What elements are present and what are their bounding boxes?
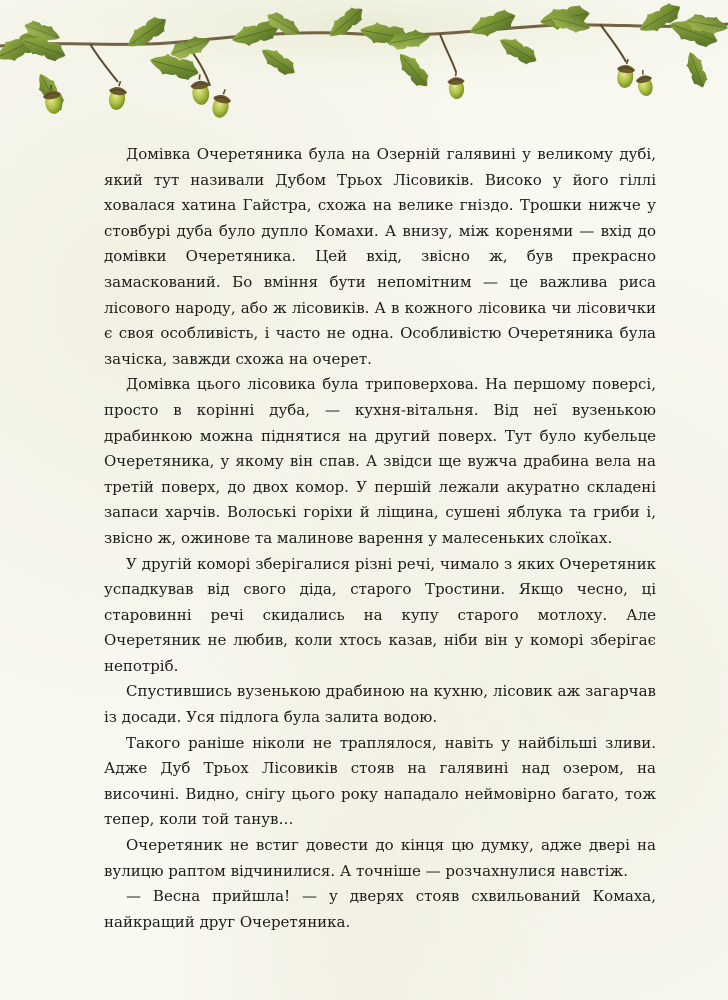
body-text (104, 142, 656, 935)
paragraph: — Весна прийшла! — у дверях стояв схвильований Комаха, найкращий друг Очеретяника. (104, 887, 656, 931)
paragraph: Домівка цього лісовика була триповерхова. На першому поверсі, просто в корінні дуба, — кухня-вітальня. Від неї вузенькою драбинкою можна піднятися на другий поверх. Тут було кубельце Очеретяника, у якому він спав. А звідси ще вужча драбина вела на третій поверх, до двох комор. У першій лежали акуратно складені запаси харчів. Волоські горіхи й ліщина, сушені яблука та гриби і, звісно ж, ожинове та малинове варення у малесеньких слоїках. (104, 375, 656, 547)
paragraph: Очеретяник не встиг довести до кінця цю думку, адже двері на вулицю раптом відчинилися. А точніше — розчахнулися навстіж. (104, 836, 656, 880)
oak-branch-border (0, 0, 728, 125)
paragraph: Домівка Очеретяника була на Озерній галявині у великому дубі, який тут називали Дубом Трьох Лісовиків. Високо у його гіллі ховалася хатина Гайстра, схожа на велике гніздо. Трошки нижче у стовбурі дуба було дупло Комахи. А внизу, між коренями — вхід до домівки Очеретяника. Цей вхід, звісно ж, був прекрасно замаскований. Бо вміння бути непомітним — це важлива риса лісового народу, або ж лісовиків. А в кожного лісовика чи лісовички є своя особливість, і часто не одна. Особливістю Очеретяника була зачіска, завжди схожа на очерет. (104, 145, 656, 368)
paragraph: Спустившись вузенькою драбиною на кухню, лісовик аж загарчав із досади. Уся підлога була залита водою. (104, 682, 656, 727)
paragraph: Такого раніше ніколи не траплялося, навіть у найбільші зливи. Адже Дуб Трьох Лісовиків стояв на галявині над озером, на височині. Видно, снігу цього року нападало неймовірно багато, тож тепер, коли той танув… (104, 733, 656, 829)
paragraph: У другій коморі зберігалися різні речі, чимало з яких Очеретяник успадкував від свого діда, старого Тростини. Якщо чесно, ці старовинні речі скидались на купу старого мотлоху. Але Очеретяник не любив, коли хтось казав, ніби він у коморі зберігає непотріб. (104, 554, 656, 675)
